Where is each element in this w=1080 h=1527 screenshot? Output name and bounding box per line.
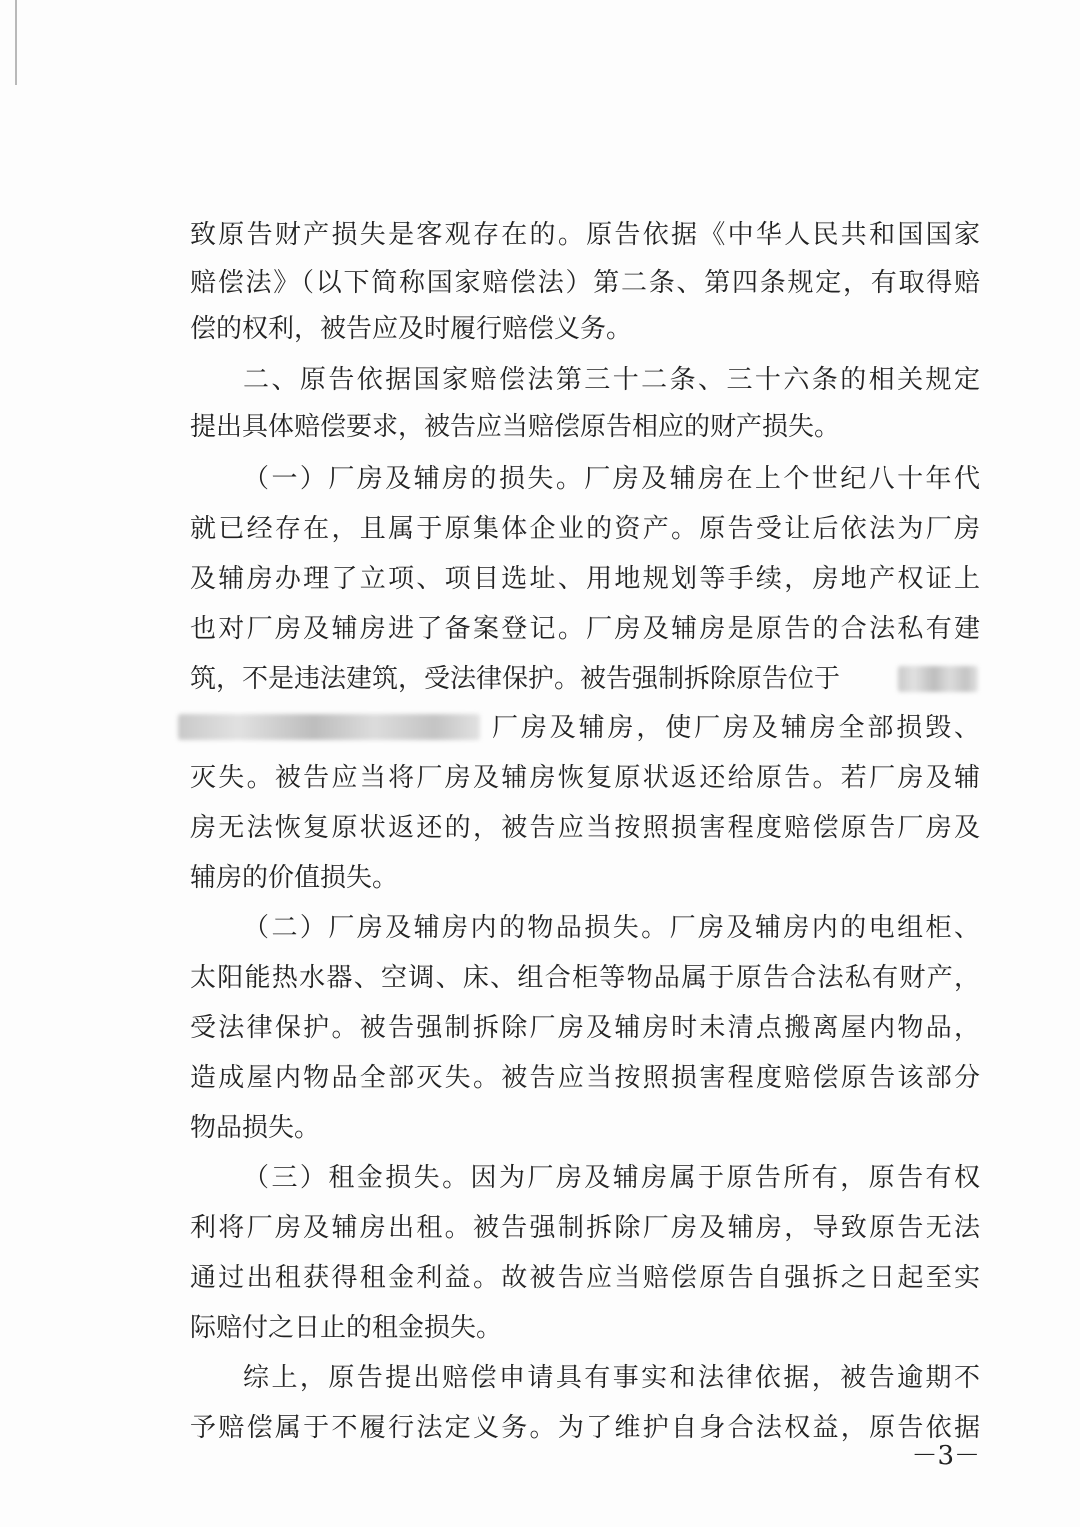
text-line: 灭失。被告应当将厂房及辅房恢复原状返还给原告。若厂房及辅 <box>190 763 980 793</box>
page-number: －3－ <box>911 1441 980 1471</box>
text-line: 际赔付之日止的租金损失。 <box>190 1313 503 1343</box>
text-line: 二、原告依据国家赔偿法第三十二条、三十六条的相关规定 <box>243 365 980 395</box>
text-line: （一）厂房及辅房的损失。厂房及辅房在上个世纪八十年代 <box>243 464 980 494</box>
text-line: 物品损失。 <box>190 1113 321 1143</box>
text-line: 太阳能热水器、空调、床、组合柜等物品属于原告合法私有财产， <box>190 963 980 993</box>
text-line: 利将厂房及辅房出租。被告强制拆除厂房及辅房，导致原告无法 <box>190 1213 980 1243</box>
text-line: 综上，原告提出赔偿申请具有事实和法律依据，被告逾期不 <box>243 1363 980 1393</box>
text-line: 及辅房办理了立项、项目选址、用地规划等手续，房地产权证上 <box>190 564 980 594</box>
text-line: 受法律保护。被告强制拆除厂房及辅房时未清点搬离屋内物品， <box>190 1013 980 1043</box>
text-line: 通过出租获得租金利益。故被告应当赔偿原告自强拆之日起至实 <box>190 1263 980 1293</box>
text-line: 就已经存在，且属于原集体企业的资产。原告受让后依法为厂房 <box>190 514 980 544</box>
scan-edge-line <box>15 0 17 85</box>
text-line: 偿的权利，被告应及时履行赔偿义务。 <box>190 314 633 344</box>
text-line: 予赔偿属于不履行法定义务。为了维护自身合法权益，原告依据 <box>190 1413 980 1443</box>
text-line: 也对厂房及辅房进了备案登记。厂房及辅房是原告的合法私有建 <box>190 614 980 644</box>
text-line: 赔偿法》（以下简称国家赔偿法）第二条、第四条规定，有取得赔 <box>190 268 980 298</box>
redacted-text <box>898 666 978 692</box>
redacted-text <box>178 714 480 740</box>
text-line: 房无法恢复原状返还的，被告应当按照损害程度赔偿原告厂房及 <box>190 813 980 843</box>
text-line: 致原告财产损失是客观存在的。原告依据《中华人民共和国国家 <box>190 220 980 250</box>
text-line: （二）厂房及辅房内的物品损失。厂房及辅房内的电组柜、 <box>243 913 980 943</box>
text-line: 厂房及辅房，使厂房及辅房全部损毁、 <box>492 713 980 743</box>
text-line: 筑，不是违法建筑，受法律保护。被告强制拆除原告位于 <box>190 664 841 694</box>
text-line: 提出具体赔偿要求，被告应当赔偿原告相应的财产损失。 <box>190 412 841 442</box>
text-line: （三）租金损失。因为厂房及辅房属于原告所有，原告有权 <box>243 1163 980 1193</box>
text-line: 造成屋内物品全部灭失。被告应当按照损害程度赔偿原告该部分 <box>190 1063 980 1093</box>
text-line: 辅房的价值损失。 <box>190 863 399 893</box>
